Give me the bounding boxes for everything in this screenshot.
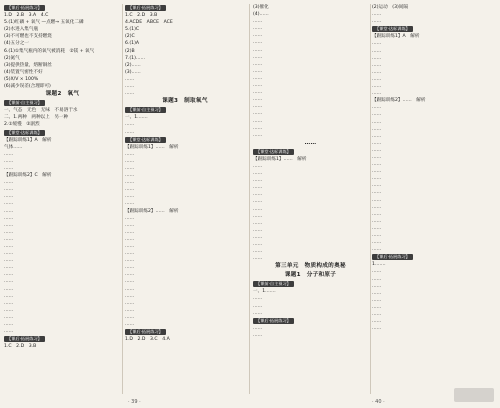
- answer-line: 1.……: [372, 262, 386, 268]
- answer-line: ……: [372, 69, 382, 75]
- answer-line: (2)……: [125, 62, 141, 68]
- answer-line: ……: [372, 319, 382, 325]
- section-label: 【课后·拓展练习】: [4, 336, 45, 342]
- answer-line: (2)运动 (3)间隔: [372, 5, 408, 10]
- answer-line: ……: [372, 76, 382, 82]
- answer-line: ……: [372, 197, 382, 203]
- answer-line: ……: [4, 151, 14, 157]
- section-heading: 第三单元 物质构成的奥秘: [275, 263, 346, 270]
- answer-line: ……: [253, 303, 263, 309]
- answer-line: (3)……: [125, 69, 141, 75]
- answer-line: ……: [4, 201, 14, 207]
- answer-line: ……: [4, 258, 14, 264]
- answer-line: ……: [125, 265, 135, 271]
- answer-line: ……: [253, 227, 263, 233]
- answer-line: ……: [253, 61, 263, 67]
- answer-line: ……: [125, 122, 135, 128]
- answer-line: ……: [253, 40, 263, 46]
- answer-line: ……: [4, 165, 14, 171]
- answer-line: ……: [372, 233, 382, 238]
- answer-line: ……: [4, 158, 14, 164]
- answer-line: ……: [4, 215, 14, 221]
- answer-line: ……: [125, 215, 135, 221]
- section-label: 【课后·拓展练习】: [125, 5, 166, 11]
- answer-line: (2)水进入集气瓶: [4, 27, 39, 33]
- answer-line: ……: [372, 269, 382, 275]
- answer-line: ……: [4, 194, 14, 200]
- section-label: 【课前·自主预习】: [125, 107, 166, 113]
- answer-line: ……: [253, 132, 263, 138]
- section-label: 【课堂·达标训练】: [372, 26, 413, 32]
- answer-line: ……: [253, 47, 263, 53]
- answer-line: ……: [4, 314, 14, 320]
- answer-line: 气体……: [4, 144, 23, 150]
- page-gutter: [249, 4, 250, 394]
- answer-line: ……: [372, 105, 382, 111]
- answer-line: ……: [253, 249, 263, 255]
- answer-line: ……: [4, 229, 14, 235]
- section-heading: 课题2 氧气: [45, 91, 80, 98]
- answer-line: ……: [125, 91, 135, 97]
- answer-line: ……: [372, 218, 382, 224]
- answer-line: ……: [253, 220, 263, 226]
- section-label: 【课后·拓展练习】: [253, 318, 294, 324]
- answer-line: ……: [125, 258, 135, 264]
- answer-line: ……: [253, 125, 263, 131]
- section-label: 【课后·拓展练习】: [4, 5, 45, 11]
- section-label-row: [253, 317, 368, 325]
- section-label-row: [125, 328, 245, 336]
- answer-line: (2)氮气: [4, 55, 20, 61]
- answer-line: ……: [372, 326, 382, 332]
- answer-line: 1.D 2.B 3.A 4.C: [4, 13, 49, 19]
- answer-line: ……: [125, 314, 135, 320]
- answer-line: ……: [4, 293, 14, 299]
- section-label-row: [253, 148, 368, 156]
- answer-line: ……: [372, 240, 382, 246]
- answer-line: ……: [4, 251, 14, 257]
- answer-line: ……: [125, 322, 135, 328]
- answer-line: 【跟踪训练2】C 解析: [4, 173, 52, 179]
- answer-line: ……: [372, 133, 382, 139]
- answer-line: 一、气态 无色 无味 不易溶于水: [4, 108, 78, 114]
- answer-line: ……: [372, 211, 382, 217]
- answer-line: ……: [253, 97, 263, 103]
- section-label: 【课前·自主预习】: [253, 281, 294, 287]
- answer-line: ……: [372, 204, 382, 210]
- answer-line: ……: [372, 84, 382, 90]
- section-label-row: [4, 129, 121, 137]
- answer-line: ……: [4, 244, 14, 249]
- answer-line: ……: [372, 112, 382, 118]
- answer-line: (3)不可燃也不支持燃烧: [4, 34, 52, 40]
- answer-line: ……: [253, 199, 263, 205]
- page-number-right: · 40 ·: [372, 399, 385, 405]
- answer-line: ……: [125, 251, 135, 257]
- answer-line: 6.(1)①集气瓶内的氧气被消耗 ②镁 + 氧气: [4, 48, 95, 54]
- answer-line: 6.(1)A: [125, 41, 140, 47]
- section-heading: ……: [304, 139, 317, 146]
- answer-line: 【跟踪训练2】…… 解析: [372, 98, 426, 104]
- answer-line: ……: [125, 201, 135, 207]
- answer-line: ……: [253, 90, 263, 96]
- answer-line: ……: [253, 256, 263, 262]
- answer-line: 1.C 2.D 3.B: [4, 344, 37, 350]
- section-label: 【课后·拓展练习】: [372, 254, 413, 260]
- answer-line: ……: [253, 192, 263, 198]
- answer-line: ……: [253, 178, 263, 184]
- answer-line: 1.C 2.D 3.B: [125, 13, 158, 19]
- section-label: 【课堂·达标训练】: [253, 149, 294, 155]
- answer-line: ……: [125, 76, 135, 82]
- answer-line: ……: [372, 119, 382, 125]
- answer-line: (3)提供热量，熔断铜丝: [4, 62, 52, 68]
- answer-line: (4)装置气密性不好: [4, 69, 43, 75]
- section-label: 【课后·拓展练习】: [125, 329, 166, 335]
- column-divider: [122, 4, 123, 394]
- answer-line: ……: [372, 169, 382, 175]
- answer-line: ……: [4, 286, 14, 292]
- answer-line: ……: [372, 283, 382, 289]
- answer-line: ……: [372, 247, 382, 253]
- answer-line: ……: [372, 48, 382, 54]
- answer-line: (2)B: [125, 48, 135, 54]
- answer-line: 4.ACDE ABCE ACE: [125, 20, 173, 26]
- answer-line: ……: [372, 91, 382, 97]
- answer-line: ……: [253, 54, 263, 60]
- answer-line: 二、1.两种 两种以上 另一种: [4, 115, 69, 121]
- answer-line: ……: [4, 322, 14, 328]
- section-label-row: [253, 280, 368, 288]
- answer-line: 一、1.……: [125, 115, 148, 121]
- answer-line: ……: [4, 265, 14, 271]
- column-2: [125, 4, 245, 394]
- answer-line: ……: [253, 26, 263, 32]
- answer-line: 2.①缓慢 ②剧烈: [4, 122, 40, 128]
- answer-line: ……: [125, 286, 135, 292]
- column-divider: [370, 4, 371, 394]
- answer-line: ……: [372, 140, 382, 146]
- section-label-row: [125, 136, 245, 144]
- answer-line: ……: [125, 173, 135, 179]
- column-1: [4, 4, 121, 394]
- answer-line: ……: [372, 276, 382, 282]
- answer-line: ……: [253, 332, 263, 338]
- answer-line: (2)C: [125, 34, 135, 40]
- answer-line: ……: [372, 304, 382, 310]
- answer-line: 【跟踪训练1】A 解析: [4, 137, 52, 143]
- answer-line: ……: [253, 296, 263, 302]
- answer-line: ……: [4, 187, 14, 193]
- answer-line: ……: [253, 242, 263, 247]
- watermark-logo: [454, 388, 494, 402]
- section-label: 【课堂·达标训练】: [125, 137, 166, 143]
- answer-line: ……: [253, 234, 263, 240]
- answer-line: 5.(1)C: [125, 27, 140, 33]
- answer-line: ……: [125, 244, 135, 249]
- answer-line: ……: [4, 300, 14, 306]
- answer-line: ……: [4, 272, 14, 278]
- answer-line: ……: [372, 154, 382, 160]
- section-label-row: [125, 106, 245, 114]
- answer-line: ……: [125, 187, 135, 193]
- section-heading: 课题1 分子和原子: [284, 272, 337, 279]
- answer-line: ……: [372, 176, 382, 182]
- answer-line: ……: [253, 118, 263, 124]
- answer-line: (6)减少误差(合理即可): [4, 84, 51, 90]
- answer-line: 1.D 2.D 3.C 4.A: [125, 337, 170, 343]
- answer-line: ……: [125, 165, 135, 171]
- answer-line: ……: [125, 307, 135, 313]
- answer-line: ……: [253, 75, 263, 81]
- answer-line: ……: [4, 236, 14, 242]
- answer-line: ……: [4, 329, 14, 335]
- answer-line: ……: [253, 19, 263, 25]
- answer-line: ……: [125, 229, 135, 235]
- answer-line: ……: [125, 222, 135, 228]
- answer-line: ……: [372, 162, 382, 168]
- answer-line: ……: [4, 279, 14, 285]
- answer-line: ……: [253, 185, 263, 191]
- section-label: 【课前·自主预习】: [4, 100, 45, 106]
- answer-line: ……: [4, 208, 14, 214]
- answer-line: 【跟踪训练1】A 解析: [372, 34, 420, 40]
- answer-line: ……: [4, 307, 14, 313]
- answer-line: ……: [253, 163, 263, 169]
- section-label-row: [4, 99, 121, 107]
- answer-line: ……: [125, 236, 135, 242]
- answer-line: ……: [4, 180, 14, 186]
- answer-line: ……: [253, 171, 263, 177]
- answer-line: ……: [253, 310, 263, 316]
- column-3: [253, 4, 368, 394]
- answer-line: ……: [372, 62, 382, 68]
- answer-line: ……: [253, 213, 263, 219]
- answer-line: ……: [125, 194, 135, 200]
- answer-line: ……: [253, 325, 263, 331]
- answer-line: ……: [125, 293, 135, 299]
- column-4: [372, 4, 496, 394]
- answer-line: ……: [372, 126, 382, 132]
- answer-line: ……: [372, 12, 382, 18]
- section-label-row: [4, 335, 121, 343]
- page-number-left: · 39 ·: [128, 399, 141, 405]
- answer-line: ……: [125, 300, 135, 306]
- answer-line: ……: [125, 129, 135, 135]
- answer-line: ……: [125, 279, 135, 285]
- answer-line: ……: [372, 312, 382, 318]
- answer-line: ……: [253, 33, 263, 39]
- answer-line: ……: [125, 84, 135, 90]
- answer-line: ……: [372, 183, 382, 189]
- answer-line: ……: [372, 290, 382, 296]
- answer-line: ……: [372, 41, 382, 47]
- answer-line: ……: [372, 19, 382, 25]
- answer-line: 【跟踪训练2】…… 解析: [125, 208, 179, 214]
- answer-line: (4)五分之一: [4, 41, 29, 47]
- answer-line: 【跟踪训练1】…… 解析: [125, 144, 179, 150]
- answer-line: 一、1.……: [253, 289, 276, 295]
- answer-line: ……: [253, 206, 263, 212]
- answer-line: ……: [4, 222, 14, 228]
- answer-line: ……: [372, 225, 382, 231]
- section-label-row: [372, 25, 496, 33]
- answer-line: ……: [253, 111, 263, 117]
- section-label: 【课堂·达标训练】: [4, 130, 45, 136]
- answer-line: ……: [372, 297, 382, 303]
- section-heading: 课题3 制取氧气: [162, 98, 208, 105]
- answer-line: ……: [125, 151, 135, 157]
- section-label-row: [125, 4, 245, 12]
- answer-line: (4)……: [253, 12, 269, 18]
- answer-line: ……: [125, 272, 135, 278]
- answer-line: 7.(1)……: [125, 55, 146, 61]
- answer-line: ……: [372, 55, 382, 61]
- answer-line: ……: [372, 190, 382, 196]
- answer-line: 【跟踪训练1】…… 解析: [253, 156, 307, 162]
- answer-line: ……: [125, 158, 135, 164]
- section-label-row: [372, 253, 496, 261]
- answer-line: ……: [253, 83, 263, 89]
- section-label-row: [4, 4, 121, 12]
- answer-line: ……: [253, 68, 263, 74]
- answer-line: (3)催化: [253, 5, 269, 10]
- answer-line: ……: [125, 180, 135, 186]
- answer-line: ……: [372, 147, 382, 153]
- answer-line: ……: [253, 104, 263, 110]
- answer-line: 5.(1)红磷 + 氧气 —点燃→ 五氧化二磷: [4, 20, 84, 26]
- answer-line: (5)X/V × 100%: [4, 76, 39, 82]
